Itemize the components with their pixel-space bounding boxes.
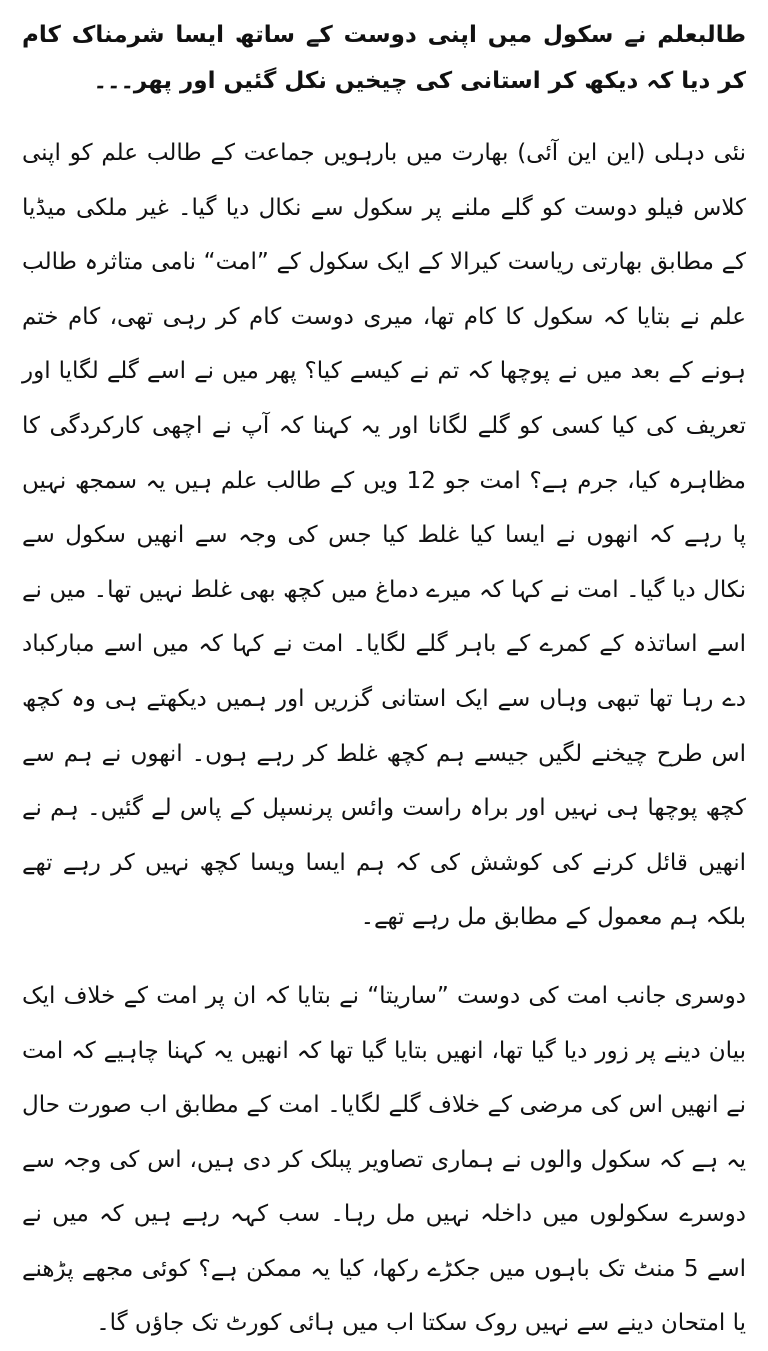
article-paragraph-2: دوسری جانب امت کی دوست ”ساریتا“ نے بتایا کہ ان پر امت کے خلاف ایک بیان دینے پر زور دیا گیا تھا، انھیں بتایا گیا تھا کہ انھیں یہ کہنا چاہیے کہ امت نے انھیں اس کی مرضی کے خلاف گلے لگایا۔ امت کے مطابق اب صورت حال یہ ہے کہ سکول والوں نے ہماری تصاویر پبلک کر دی ہیں، اس کی وجہ سے دوسرے سکولوں میں داخلہ نہیں مل رہا۔ سب کہہ رہے ہیں کہ میں نے اسے 5 منٹ تک باہوں میں جکڑے رکھا، کیا یہ ممکن ہے؟ کوئی مجھے پڑھنے یا امتحان دینے سے نہیں روک سکتا اب میں ہائی کورٹ تک جاؤں گا۔ xyxy=(22,982,747,1337)
news-article xyxy=(22,0,746,1351)
article-paragraph-1: نئی دہلی (این این آئی) بھارت میں بارہویں جماعت کے طالب علم کو اپنی کلاس فیلو دوست کو گلے ملنے پر سکول سے نکال دیا گیا۔ غیر ملکی میڈیا کے مطابق بھارتی ریاست کیرالا کے ایک سکول کے ”امت“ نامی متاثرہ طالب علم نے بتایا کہ سکول کا کام تھا، میری دوست کام کر رہی تھی، کام ختم ہونے کے بعد میں نے پوچھا کہ تم نے کیسے کیا؟ پھر میں نے اسے گلے لگایا اور تعریف کی کیا کسی کو گلے لگانا اور یہ کہنا کہ آپ نے اچھی کارکردگی کا مظاہرہ کیا، جرم ہے؟ امت جو 12 ویں کے طالب علم ہیں یہ سمجھ نہیں پا رہے کہ انھوں نے ایسا کیا غلط کیا جس کی وجہ سے انھیں سکول سے نکال دیا گیا۔ امت نے کہا کہ میرے دماغ میں کچھ بھی غلط نہیں تھا۔ میں نے اسے اساتذہ کے کمرے کے باہر گلے لگایا۔ امت نے کہا کہ میں اسے مبارکباد دے رہا تھا تبھی وہاں سے ایک استانی گزریں اور ہمیں دیکھتے ہی وہ کچھ اس طرح چیخنے لگیں جیسے ہم کچھ غلط کر رہے ہوں۔ انھوں نے ہم سے کچھ پوچھا ہی نہیں اور براہ راست وائس پرنسپل کے پاس لے گئیں۔ ہم نے انھیں قائل کرنے کی کوشش کی کہ ہم ایسا ویسا کچھ نہیں کر رہے تھے بلکہ ہم معمول کے مطابق مل رہے تھے۔ xyxy=(22,140,747,931)
article-headline: طالبعلم نے سکول میں اپنی دوست کے ساتھ ایسا شرمناک کام کر دیا کہ دیکھ کر استانی کی چیخیں نکل گئیں اور پھر۔۔۔ xyxy=(22,22,746,94)
